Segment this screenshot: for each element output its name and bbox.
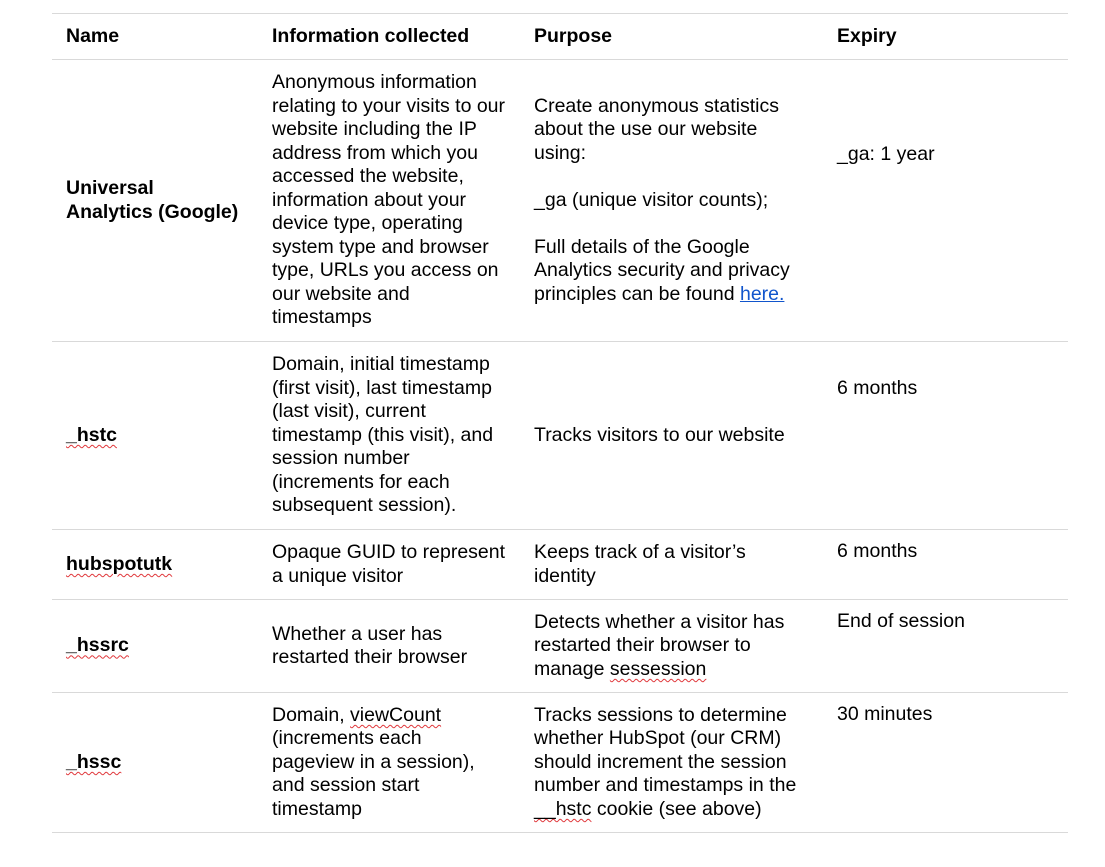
- purpose-cookie-detail: _ga (unique visitor counts);: [534, 188, 769, 211]
- information-collected: [258, 693, 520, 832]
- header-expiry: Expiry: [837, 24, 897, 47]
- cookie-name: [52, 600, 258, 692]
- purpose: [520, 60, 823, 341]
- misspelled-word: __hstc: [534, 797, 592, 820]
- expiry: 6 months: [837, 376, 918, 399]
- table-row: [52, 530, 1068, 600]
- paragraph-gap: [534, 165, 809, 189]
- misspelled-word: viewCount: [350, 703, 442, 726]
- cookie-name-text: hubspotutk: [66, 552, 173, 575]
- header-purpose: Purpose: [534, 24, 613, 47]
- header-name: Name: [66, 24, 120, 47]
- purpose: Tracks visitors to our website: [534, 423, 785, 446]
- information-collected: Anonymous information relating to your visits to our website including the IP address from which you accessed the website, information about your device type, operating system type and browser type, URLs you access on our website and timestamps: [272, 71, 506, 329]
- purpose: Keeps track of a visitor’s identity: [534, 541, 746, 587]
- expiry: 30 minutes: [837, 703, 933, 725]
- table-row: [52, 600, 1068, 693]
- paragraph-gap: [534, 212, 809, 236]
- info-text-end: (increments each pageview in a session), and session start timestamp: [272, 727, 475, 820]
- privacy-principles-link[interactable]: here.: [739, 282, 785, 305]
- cookie-name: Universal Analytics (Google): [66, 177, 239, 223]
- table-header-row: [52, 14, 1068, 60]
- expiry: End of session: [837, 610, 965, 632]
- cookie-table: [52, 13, 1068, 833]
- cookie-name-text: _hssrc: [66, 634, 129, 657]
- purpose-tail: cookie (see above): [591, 797, 762, 820]
- cookie-name: [52, 693, 258, 832]
- table-row: [52, 693, 1068, 833]
- purpose-intro: Create anonymous statistics about the use our website using:: [534, 94, 779, 164]
- cookie-name: [52, 530, 258, 599]
- table-row: [52, 60, 1068, 342]
- information-collected: Domain, initial timestamp (first visit), last timestamp (last visit), current timestamp (this visit), and session number (increments for each subsequent session).: [272, 353, 494, 517]
- table-row: [52, 342, 1068, 530]
- expiry: 6 months: [837, 540, 918, 562]
- cookie-name-text: _hstc: [66, 423, 117, 446]
- purpose-details-note: [534, 236, 809, 307]
- information-collected: Opaque GUID to represent a unique visitor: [272, 541, 506, 587]
- purpose-text: Detects whether a visitor has restarted their browser to manage: [534, 610, 785, 680]
- information-collected: Whether a user has restarted their browser: [272, 622, 468, 668]
- info-text-start: Domain,: [272, 703, 351, 726]
- header-information-collected: Information collected: [272, 24, 470, 47]
- expiry: _ga: 1 year: [837, 142, 935, 165]
- purpose-details-text: Full details of the Google Analytics security and privacy principles can be found: [534, 235, 790, 305]
- cookie-name: [52, 342, 258, 529]
- cookie-name-text: _hssc: [66, 750, 122, 773]
- purpose: [520, 600, 823, 692]
- purpose: [520, 693, 823, 832]
- purpose-text: Tracks sessions to determine whether HubSpot (our CRM) should increment the session number and timestamps in the: [534, 703, 797, 797]
- misspelled-word: sessession: [609, 657, 707, 680]
